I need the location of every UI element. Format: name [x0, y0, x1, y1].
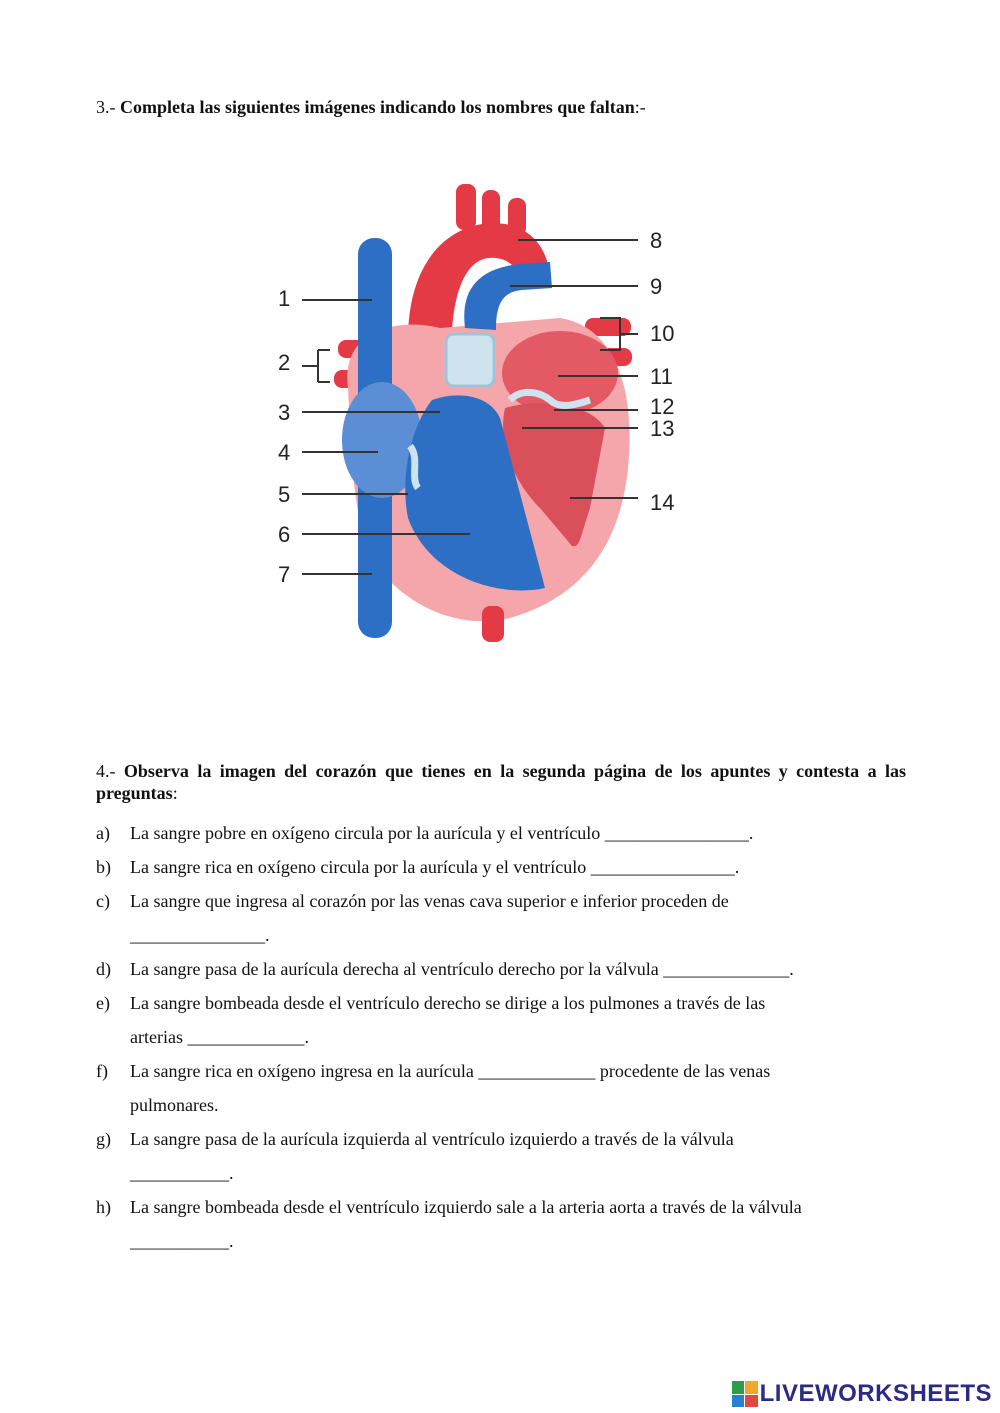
item-letter: a): [96, 823, 110, 843]
item-text: [130, 890, 906, 946]
item-main-text: La sangre bombeada desde el ventrículo izquierdo sale a la arteria aorta a través de la válvula: [130, 1197, 802, 1217]
item-text: [130, 958, 906, 980]
item-letter: g): [96, 1129, 111, 1149]
item-continuation: ___________.: [130, 1163, 234, 1183]
question-4-items: [96, 822, 906, 1264]
question-4-item: [96, 856, 906, 878]
question-4-text: Observa la imagen del corazón que tienes en la segunda página de los apuntes y contesta a las preguntas: [96, 761, 906, 803]
item-text: [130, 992, 906, 1048]
question-4-title: [96, 760, 906, 804]
question-4-item: [96, 890, 906, 946]
pulmonary-valve: [446, 334, 494, 386]
label-5: 5: [278, 482, 291, 507]
label-1: 1: [278, 286, 291, 311]
liveworksheets-mark-icon: [732, 1381, 758, 1407]
label-14: 14: [650, 490, 675, 515]
item-letter: d): [96, 959, 111, 979]
item-main-text: La sangre bombeada desde el ventrículo derecho se dirige a los pulmones a través de las: [130, 993, 766, 1013]
item-continuation: pulmonares.: [130, 1095, 219, 1115]
item-letter: h): [96, 1197, 111, 1217]
item-text: [130, 1128, 906, 1184]
question-3-number: 3.-: [96, 97, 116, 117]
label-13: 13: [650, 416, 675, 441]
answer-blank[interactable]: ________________.: [604, 823, 754, 843]
item-continuation: arterias _____________.: [130, 1027, 309, 1047]
liveworksheets-logo: [732, 1381, 992, 1407]
question-4-number: 4.-: [96, 761, 116, 781]
label-12: 12: [650, 394, 675, 419]
item-letter: f): [96, 1061, 108, 1081]
item-letter: e): [96, 993, 110, 1013]
label-10: 10: [650, 321, 675, 346]
item-main-text: La sangre que ingresa al corazón por las venas cava superior e inferior proceden de: [130, 891, 729, 911]
question-3-title: [96, 96, 916, 118]
item-letter: c): [96, 891, 110, 911]
question-4-item: [96, 1196, 906, 1252]
answer-blank[interactable]: ______________.: [663, 959, 794, 979]
item-main-text: La sangre pasa de la aurícula derecha al ventrículo derecho por la válvula: [130, 959, 659, 979]
item-text: [130, 856, 906, 878]
answer-blank[interactable]: ________________.: [590, 857, 740, 877]
label-6: 6: [278, 522, 291, 547]
item-text: [130, 822, 906, 844]
label-11: 11: [650, 364, 673, 389]
label-8: 8: [650, 228, 663, 253]
item-main-text: La sangre pasa de la aurícula izquierda al ventrículo izquierdo a través de la válvula: [130, 1129, 734, 1149]
item-main-text: La sangre rica en oxígeno ingresa en la aurícula _____________ procedente de las venas: [130, 1061, 771, 1081]
descending-aorta: [482, 606, 504, 642]
item-continuation: ___________.: [130, 1231, 234, 1251]
label-9: 9: [650, 274, 663, 299]
label-4: 4: [278, 440, 291, 465]
heart-diagram: [260, 178, 690, 646]
label-7: 7: [278, 562, 291, 587]
question-4-item: [96, 1060, 906, 1116]
item-main-text: La sangre rica en oxígeno circula por la aurícula y el ventrículo: [130, 857, 587, 877]
item-text: [130, 1196, 906, 1252]
aorta-branch-1: [456, 184, 476, 230]
question-4-item: [96, 992, 906, 1048]
item-main-text: La sangre pobre en oxígeno circula por la aurícula y el ventrículo: [130, 823, 601, 843]
question-3-suffix: :-: [634, 97, 646, 117]
label-2: 2: [278, 350, 291, 375]
item-continuation: _______________.: [130, 925, 270, 945]
question-3-text: Completa las siguientes imágenes indicando los nombres que faltan: [120, 97, 635, 117]
item-letter: b): [96, 857, 111, 877]
question-4-item: [96, 1128, 906, 1184]
item-text: [130, 1060, 906, 1116]
question-4-item: [96, 822, 906, 844]
question-4-suffix: :: [172, 783, 178, 803]
liveworksheets-brand: LIVEWORKSHEETS: [759, 1380, 992, 1407]
question-4-item: [96, 958, 906, 980]
label-3: 3: [278, 400, 291, 425]
